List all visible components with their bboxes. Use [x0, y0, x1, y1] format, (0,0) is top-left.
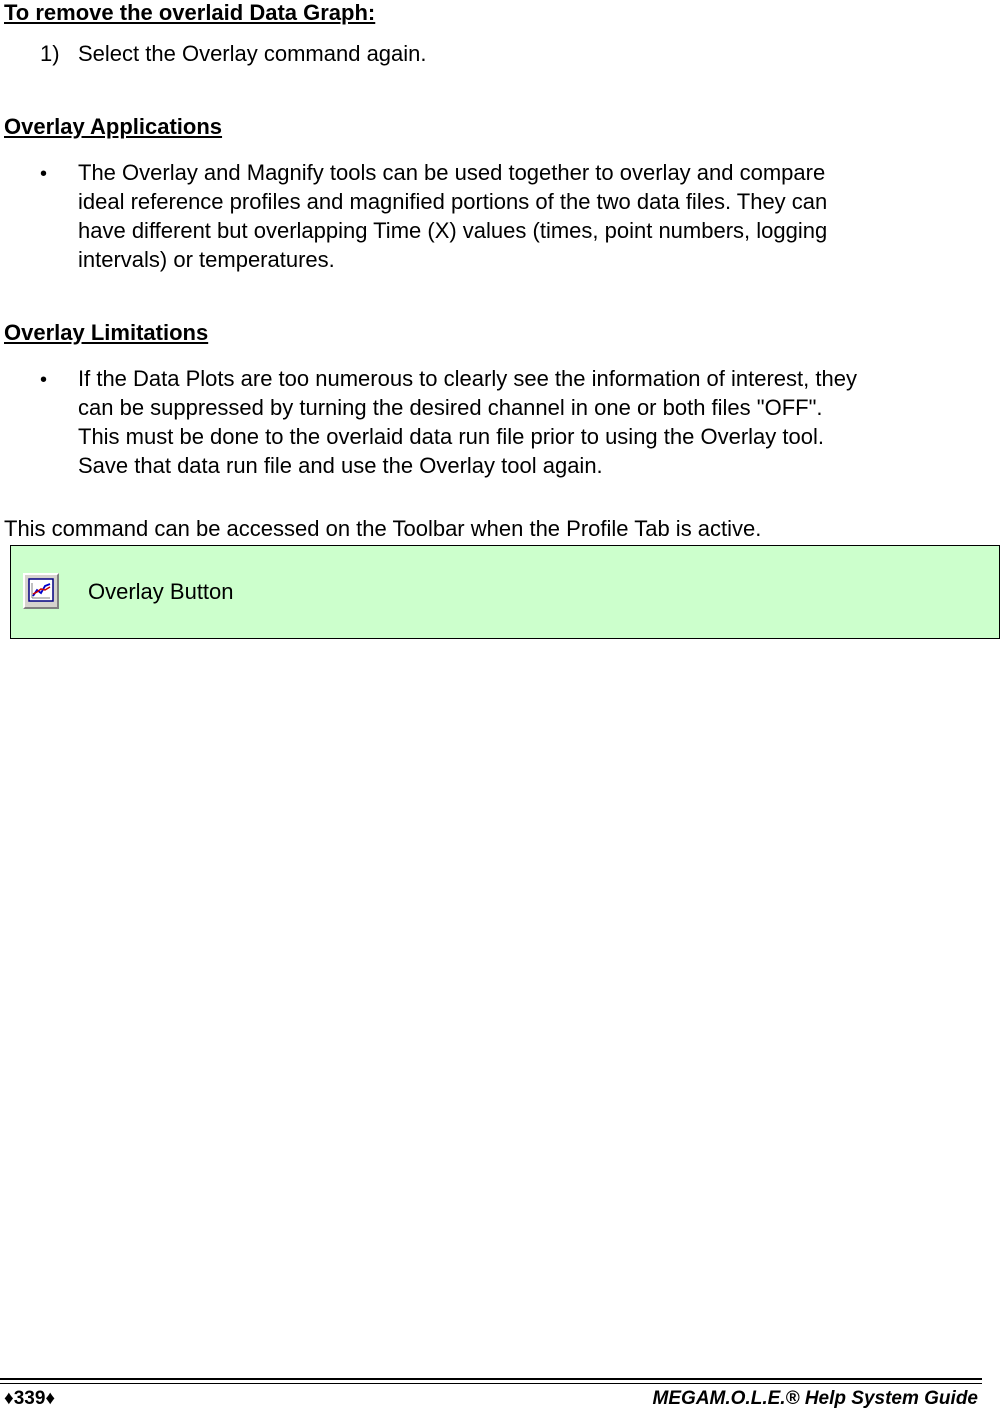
limitations-line: Save that data run file and use the Overlay tool again.	[78, 453, 603, 478]
limitations-line: If the Data Plots are too numerous to clearly see the information of interest, they	[78, 366, 857, 391]
applications-line: intervals) or temperatures.	[78, 247, 335, 272]
access-text: This command can be accessed on the Toolbar when the Profile Tab is active.	[4, 516, 762, 541]
footer-title	[653, 1388, 978, 1410]
limitations-line: This must be done to the overlaid data run file prior to using the Overlay tool.	[78, 424, 824, 449]
bullet-applications: •	[40, 163, 48, 185]
page-number: ♦339♦	[4, 1388, 56, 1409]
step-text: Select the Overlay command again.	[78, 41, 427, 66]
footer-rule-thick	[0, 1378, 982, 1380]
footer-guide-title: M.O.L.E.® Help System Guide	[709, 1388, 978, 1409]
overlay-chart-icon	[23, 573, 59, 609]
limitations-line: can be suppressed by turning the desired channel in one or both files "OFF".	[78, 395, 823, 420]
applications-line: ideal reference profiles and magnified portions of the two data files. They can	[78, 189, 828, 214]
footer-rule-thin	[0, 1383, 982, 1384]
footer-brand: MEGA	[652, 1388, 710, 1409]
applications-line: The Overlay and Magnify tools can be used together to overlay and compare	[78, 160, 826, 185]
heading-overlay-limitations: Overlay Limitations	[4, 320, 209, 345]
bullet-limitations: •	[40, 369, 48, 391]
heading-overlay-applications: Overlay Applications	[4, 114, 223, 139]
applications-line: have different but overlapping Time (X) values (times, point numbers, logging	[78, 218, 828, 243]
step-number: 1)	[40, 41, 60, 66]
heading-remove-overlay: To remove the overlaid Data Graph:	[4, 0, 376, 25]
overlay-button-label: Overlay Button	[88, 579, 234, 604]
overlay-button-callout	[10, 545, 1000, 639]
